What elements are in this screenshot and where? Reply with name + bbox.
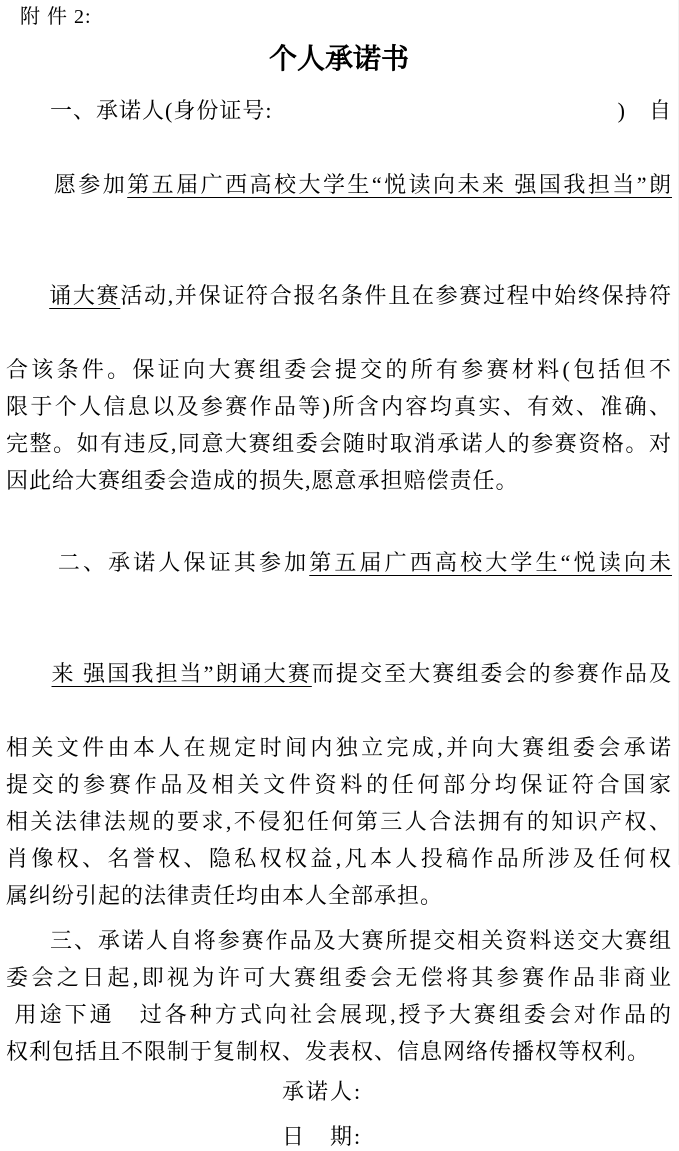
signature-promisor-label: 承诺人: (282, 1079, 363, 1104)
line-text: 委会之日起,即视为许可大赛组委会无偿将其参赛作品非商业 (6, 965, 672, 990)
paragraph-3 (6, 922, 672, 1070)
line-text: 一、承诺人(身份证号: (50, 98, 273, 123)
id-number-blank[interactable] (272, 117, 617, 118)
line-text: 合该条件。保证向大赛组委会提交的所有参赛材料(包括但不 (6, 357, 672, 382)
contest-name-underlined: 来 强国我担当”朗诵大赛 (51, 661, 312, 686)
line-text: 完整。如有违反,同意大赛组委会随时取消承诺人的参赛资格。对 (6, 431, 672, 456)
text-line-id-number (6, 92, 672, 129)
text-line (6, 803, 672, 840)
line-text: 相关文件由本人在规定时间内独立完成,并向大赛组委会承诺 (6, 735, 672, 760)
line-text: 三、承诺人自将参赛作品及大赛所提交相关资料送交大赛组 (50, 928, 672, 953)
text-line (6, 959, 672, 996)
line-text: 而提交至大赛组委会的参赛作品及 (311, 661, 673, 686)
line-text: ) 自 (617, 98, 672, 123)
text-line (6, 462, 672, 499)
contest-name-underlined: 第五届广西高校大学生“悦读向未 (309, 550, 672, 575)
paragraph-2 (6, 507, 672, 914)
line-text: 提交的参赛作品及相关文件资料的任何部分均保证符合国家 (6, 772, 672, 797)
paragraph-1 (6, 92, 672, 499)
line-text: 活动,并保证符合报名条件且在参赛过程中始终保持符 (120, 283, 672, 308)
text-line (6, 922, 672, 959)
contest-name-underlined: 诵大赛 (49, 283, 121, 308)
text-line (6, 351, 672, 388)
text-line (6, 388, 672, 425)
text-line (6, 240, 672, 351)
line-text: 权利包括且不限制于复制权、发表权、信息网络传播权等权利。 (6, 1039, 651, 1064)
text-line (6, 877, 672, 914)
text-line (6, 996, 672, 1033)
signature-date-label: 日 期: (282, 1124, 363, 1149)
text-line (6, 425, 672, 462)
document-title: 个人承诺书 (268, 44, 409, 75)
contest-name-underlined: 第五届广西高校大学生“悦读向未来 强国我担当”朗 (127, 172, 672, 197)
line-text: 限于个人信息以及参赛作品等)所含内容均真实、有效、准确、 (6, 394, 672, 419)
text-line (6, 507, 672, 618)
text-line (6, 840, 672, 877)
text-line (6, 1033, 672, 1070)
signature-block (282, 1078, 672, 1151)
line-text: 肖像权、名誉权、隐私权权益,凡本人投稿作品所涉及任何权 (6, 846, 672, 871)
text-line (6, 729, 672, 766)
line-text: 愿参加 (53, 172, 128, 197)
text-line (6, 618, 672, 729)
text-line (6, 766, 672, 803)
line-text: 属纠纷引起的法律责任均由本人全部承担。 (6, 883, 444, 908)
line-text: 用途下通 过各种方式向社会展现,授予大赛组委会对作品的 (6, 1002, 672, 1027)
line-text: 二、承诺人保证其参加 (57, 550, 310, 575)
line-text: 因此给大赛组委会造成的损失,愿意承担赔偿责任。 (6, 468, 519, 493)
text-line (6, 129, 672, 240)
line-text: 相关法律法规的要求,不侵犯任何第三人合法拥有的知识产权、 (6, 809, 672, 834)
attachment-label: 附 件 2: (20, 6, 92, 28)
